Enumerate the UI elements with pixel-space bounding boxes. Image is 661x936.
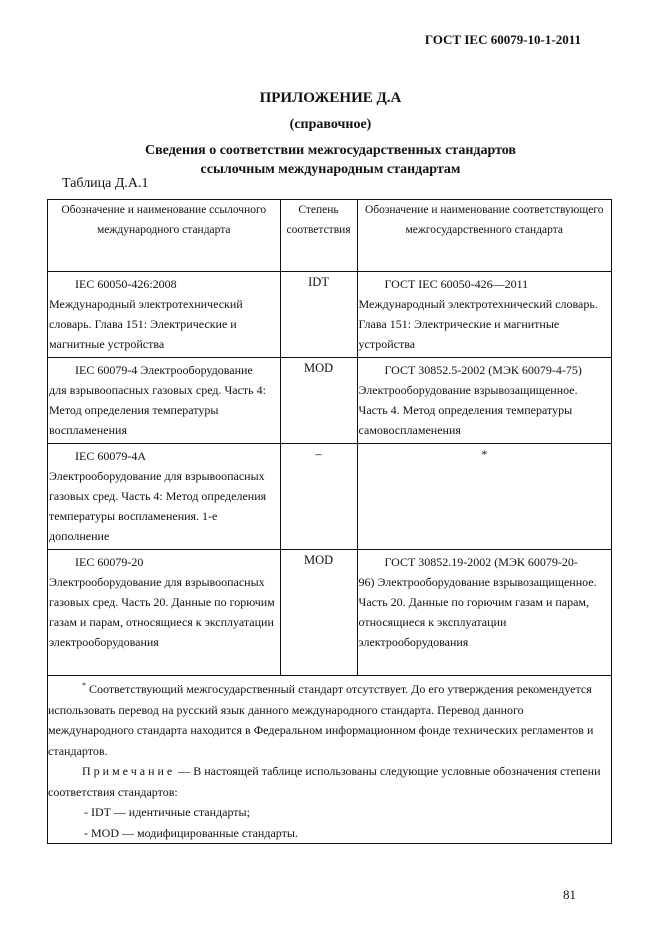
header-cell-degree: Степень соответствия bbox=[280, 200, 357, 272]
note-text: — В настоящей таблице использованы следующие условные обозначения степени соответствия стандартов: bbox=[48, 764, 601, 799]
list-item: - MOD — модифицированные стандарты. bbox=[84, 825, 298, 840]
table-row bbox=[48, 550, 612, 676]
table-footnote-row bbox=[48, 676, 612, 844]
table-label: Таблица Д.А.1 bbox=[62, 176, 149, 191]
table-note bbox=[48, 761, 611, 802]
header-cell-gost: Обозначение и наименование соответствующего межгосударственного стандарта bbox=[357, 200, 611, 272]
page-number: 81 bbox=[563, 887, 576, 902]
gost-standard-code: ГОСТ IEC 60050-426—2011 bbox=[384, 277, 529, 291]
document-code: ГОСТ IEC 60079-10-1-2011 bbox=[424, 32, 581, 47]
intl-standard-code: IEC 60079-4 Электрооборудование bbox=[75, 363, 253, 377]
annex-heading bbox=[0, 141, 661, 179]
intl-standard-code: IEC 60079-4A bbox=[75, 449, 146, 463]
annex-heading-line: ссылочным международным стандартам bbox=[200, 162, 461, 177]
footnote bbox=[48, 676, 611, 761]
gost-standard-code: ГОСТ 30852.19-2002 (МЭК 60079-20- bbox=[384, 555, 578, 569]
note-label: Примечание bbox=[82, 764, 176, 778]
footnote-marker: * bbox=[481, 447, 488, 461]
intl-standard-name: Электрооборудование для взрывоопасных газовых сред. Часть 4: Метод определения температуры воспламенения. 1-е дополнение bbox=[49, 469, 267, 543]
intl-standard-name: Международный электротехнический словарь. Глава 151: Электрические и магнитные устройства bbox=[49, 297, 243, 351]
annex-subtitle: (справочное) bbox=[289, 117, 372, 132]
intl-standard-cell bbox=[48, 272, 281, 358]
annex-heading-line: Сведения о соответствии межгосударственных стандартов bbox=[145, 143, 516, 158]
gost-standard-cell bbox=[357, 358, 611, 444]
gost-standard-cell bbox=[357, 550, 611, 676]
gost-standard-cell bbox=[357, 272, 611, 358]
intl-standard-cell bbox=[48, 358, 281, 444]
degree-cell: MOD bbox=[280, 550, 357, 676]
gost-standard-code: ГОСТ 30852.5-2002 (МЭК 60079-4-75) bbox=[384, 363, 582, 377]
intl-standard-name: для взрывоопасных газовых сред. Часть 4: Метод определения температуры воспламенения bbox=[49, 383, 266, 437]
degree-cell: MOD bbox=[280, 358, 357, 444]
intl-standard-cell bbox=[48, 444, 281, 550]
table-row bbox=[48, 358, 612, 444]
table-header-row bbox=[48, 200, 612, 272]
standards-table bbox=[47, 199, 612, 844]
intl-standard-name: Электрооборудование для взрывоопасных газовых сред. Часть 20. Данные по горючим газам и парам, относящиеся к эксплуатации электрооборудования bbox=[49, 575, 275, 649]
gost-standard-name: Международный электротехнический словарь. Глава 151: Электрические и магнитные устройства bbox=[358, 297, 598, 351]
table-row bbox=[48, 272, 612, 358]
footnote-text: Соответствующий межгосударственный стандарт отсутствует. До его утверждения рекомендуется использовать перевод на русский язык данного международного стандарта. Перевод данного международного стандарта находится в Федеральном информационном фонде технических регламентов и стандартов. bbox=[48, 682, 594, 758]
annex-title: ПРИЛОЖЕНИЕ Д.А bbox=[259, 90, 402, 106]
list-item: - IDT — идентичные стандарты; bbox=[84, 805, 250, 819]
degree-cell: – bbox=[280, 444, 357, 550]
intl-standard-cell bbox=[48, 550, 281, 676]
table-row bbox=[48, 444, 612, 550]
footnote-cell bbox=[48, 676, 612, 844]
footnote-marker: * bbox=[82, 681, 86, 690]
gost-standard-cell bbox=[357, 444, 611, 550]
header-cell-intl: Обозначение и наименование ссылочного международного стандарта bbox=[48, 200, 281, 272]
intl-standard-code: IEC 60050-426:2008 bbox=[75, 277, 177, 291]
gost-standard-name: Электрооборудование взрывозащищенное. Часть 4. Метод определения температуры самовоспламенения bbox=[358, 383, 578, 437]
gost-standard-name: 96) Электрооборудование взрывозащищенное. Часть 20. Данные по горючим газам и парам, относящиеся к эксплуатации электрооборудования bbox=[358, 575, 597, 649]
degree-cell: IDT bbox=[280, 272, 357, 358]
intl-standard-code: IEC 60079-20 bbox=[75, 555, 144, 569]
